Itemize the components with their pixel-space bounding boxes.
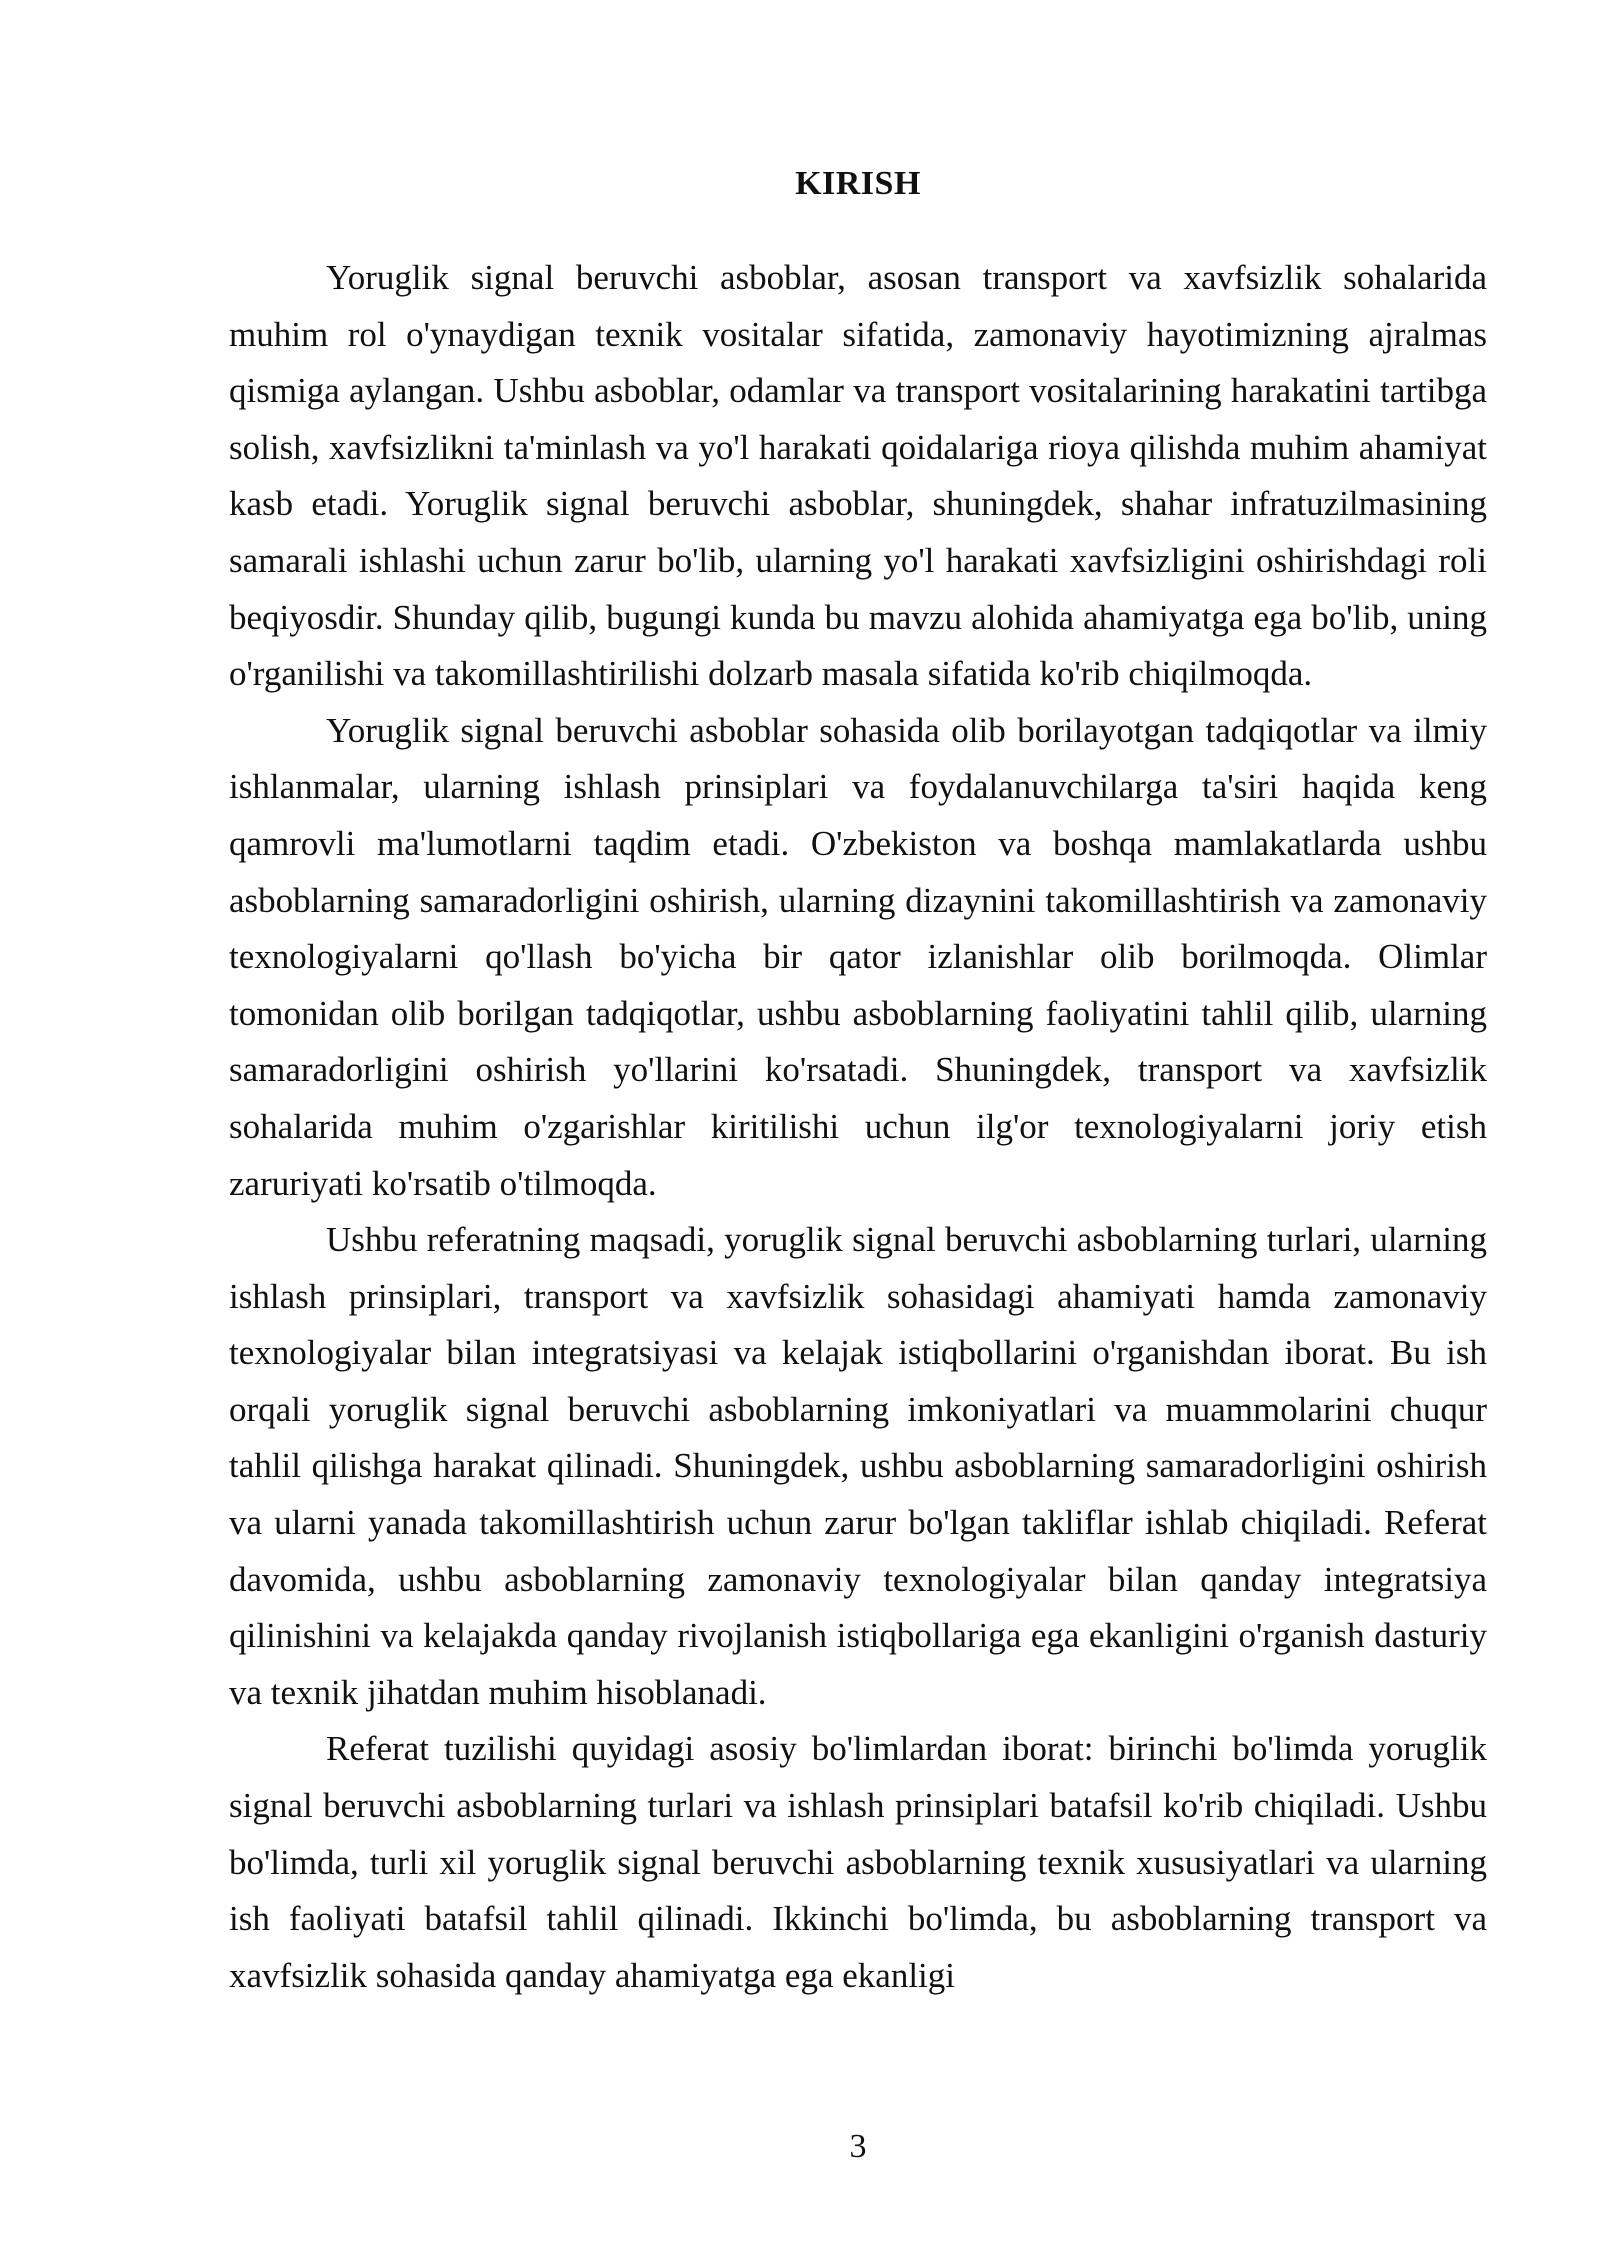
paragraph-structure: Referat tuzilishi quyidagi asosiy bo'limlardan iborat: birinchi bo'limda yoruglik signal beruvchi asboblarning turlari va ishlash prinsiplari batafsil ko'rib chiqiladi. Ushbu bo'limda, turli xil yoruglik signal beruvchi asboblarning texnik xususiyatlari va ularning ish faoliyati batafsil tahlil qilinadi. Ikkinchi bo'limda, bu asboblarning transport va xavfsizlik sohasida qanday ahamiyatga ega ekanligi xyxy=(229,1729,1487,1995)
paragraph-purpose: Ushbu referatning maqsadi, yoruglik signal beruvchi asboblarning turlari, ularning ishlash prinsiplari, transport va xavfsizlik sohasidagi ahamiyati hamda zamonaviy texnologiyalar bilan integratsiyasi va kelajak istiqbollarini o'rganishdan iborat. Bu ish orqali yoruglik signal beruvchi asboblarning imkoniyatlari va muammolarini chuqur tahlil qilishga harakat qilinadi. Shuningdek, ushbu asboblarning samaradorligini oshirish va ularni yanada takomillashtirish uchun zarur bo'lgan takliflar ishlab chiqiladi. Referat davomida, ushbu asboblarning zamonaviy texnologiyalar bilan qanday integratsiya qilinishini va kelajakda qanday rivojlanish istiqbollariga ega ekanligini o'rganish dasturiy va texnik jihatdan muhim hisoblanadi. xyxy=(229,1220,1487,1712)
paragraph-research: Yoruglik signal beruvchi asboblar sohasida olib borilayotgan tadqiqotlar va ilmiy ishlanmalar, ularning ishlash prinsiplari va foydalanuvchilarga ta'siri haqida keng qamrovli ma'lumotlarni taqdim etadi. O'zbekiston va boshqa mamlakatlarda ushbu asboblarning samaradorligini oshirish, ularning dizaynini takomillashtirish va zamonaviy texnologiyalarni qo'llash bo'yicha bir qator izlanishlar olib borilmoqda. Olimlar tomonidan olib borilgan tadqiqotlar, ushbu asboblarning faoliyatini tahlil qilib, ularning samaradorligini oshirish yo'llarini ko'rsatadi. Shuningdek, transport va xavfsizlik sohalarida muhim o'zgarishlar kiritilishi uchun ilg'or texnologiyalarni joriy etish zaruriyati ko'rsatib o'tilmoqda. xyxy=(229,710,1487,1203)
page-title: KIRISH xyxy=(795,165,921,202)
document-body xyxy=(229,250,1487,2004)
paragraph-intro: Yoruglik signal beruvchi asboblar, asosan transport va xavfsizlik sohalarida muhim rol o'ynaydigan texnik vositalar sifatida, zamonaviy hayotimizning ajralmas qismiga aylangan. Ushbu asboblar, odamlar va transport vositalarining harakatini tartibga solish, xavfsizlikni ta'minlash va yo'l harakati qoidalariga rioya qilishda muhim ahamiyat kasb etadi. Yoruglik signal beruvchi asboblar, shuningdek, shahar infratuzilmasining samarali ishlashi uchun zarur bo'lib, ularning yo'l harakati xavfsizligini oshirishdagi roli beqiyosdir. Shunday qilib, bugungi kunda bu mavzu alohida ahamiyatga ega bo'lib, uning o'rganilishi va takomillashtirilishi dolzarb masala sifatida ko'rib chiqilmoqda. xyxy=(229,258,1487,694)
page-number: 3 xyxy=(849,2128,867,2165)
